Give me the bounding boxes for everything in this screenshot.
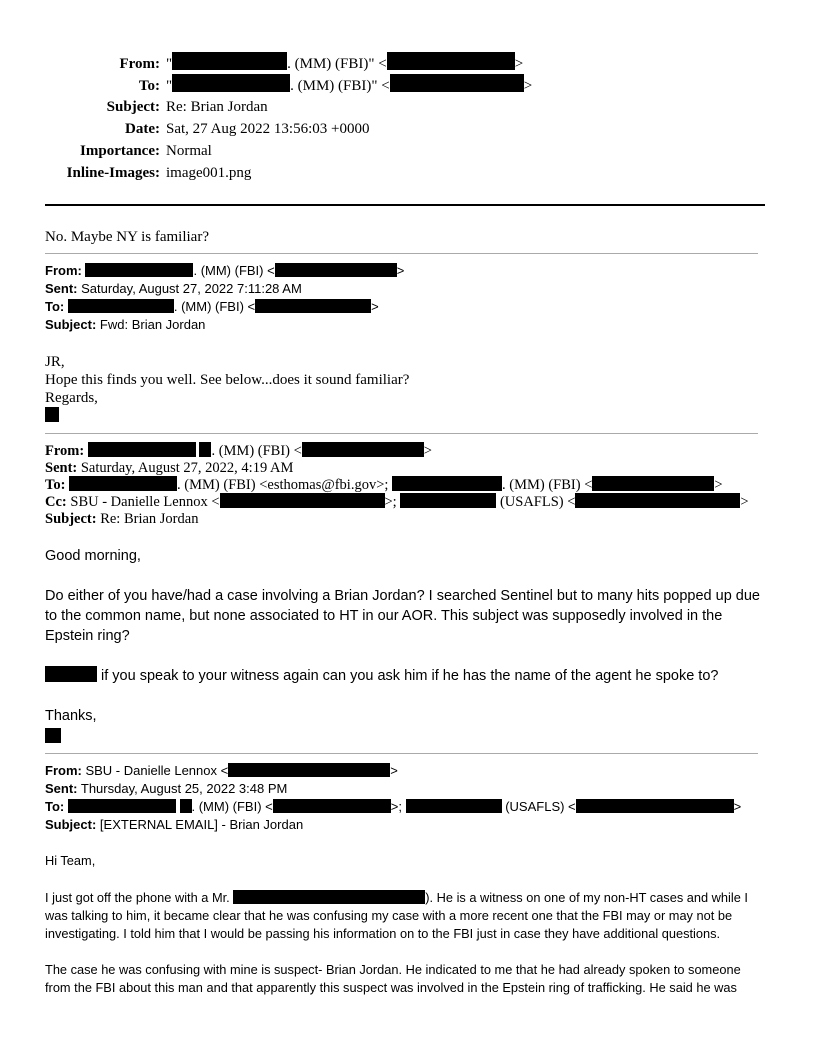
- redaction: [172, 74, 290, 92]
- msg1-from: From: . (MM) (FBI) < >: [45, 263, 405, 278]
- redaction: [220, 493, 385, 508]
- from-value: " . (MM) (FBI)" < >: [166, 56, 523, 72]
- redaction: [592, 476, 714, 491]
- message-divider: [45, 253, 758, 254]
- redaction: [180, 799, 192, 813]
- signature-redaction: [45, 728, 61, 743]
- msg2-greeting: Good morning,: [45, 548, 141, 564]
- redaction: [233, 890, 425, 904]
- msg3-subject: Subject: [EXTERNAL EMAIL] - Brian Jordan: [45, 817, 304, 832]
- header-inline-images-row: [0, 162, 816, 184]
- redaction: [392, 476, 502, 491]
- msg2-sent: Sent: Saturday, August 27, 2022, 4:19 AM: [45, 460, 294, 476]
- msg2-from: From: . (MM) (FBI) < >: [45, 443, 432, 459]
- redaction: [400, 493, 496, 508]
- redaction: [390, 74, 524, 92]
- header-from-row: [0, 52, 816, 75]
- from-label: From:: [119, 56, 160, 72]
- header-importance-row: [0, 140, 816, 162]
- redaction: [228, 763, 390, 777]
- redaction: [255, 299, 371, 313]
- msg2-body-line: Epstein ring?: [45, 628, 130, 644]
- redaction: [88, 442, 196, 457]
- redaction: [69, 476, 177, 491]
- msg1-body-line: Hope this finds you well. See below...does it sound familiar?: [45, 372, 410, 388]
- msg3-to: To: . (MM) (FBI) < >; (USAFLS) < >: [45, 799, 742, 814]
- msg1-subject: Subject: Fwd: Brian Jordan: [45, 317, 206, 332]
- date-value: Sat, 27 Aug 2022 13:56:03 +0000: [166, 121, 370, 137]
- redaction: [68, 799, 176, 813]
- msg2-body-line: to the common name, but none associated to HT in our AOR. This subject was supposedly involved in the: [45, 608, 723, 624]
- msg3-body-line: investigating. I told him that I would be passing his information on to the FBI just in case they have additional questions.: [45, 926, 721, 941]
- subject-label: Subject:: [106, 99, 160, 115]
- message-divider: [45, 433, 758, 434]
- msg2-cc: Cc: SBU - Danielle Lennox < >; (USAFLS) < >: [45, 494, 749, 510]
- msg3-body-line: The case he was confusing with mine is suspect- Brian Jordan. He indicated to me that he had already spoken to someone: [45, 962, 741, 977]
- redaction: [199, 442, 211, 457]
- header-to-row: [0, 74, 816, 97]
- redaction: [575, 493, 740, 508]
- redaction: [406, 799, 502, 813]
- date-label: Date:: [125, 121, 160, 137]
- header-date-row: [0, 118, 816, 140]
- msg3-from: From: SBU - Danielle Lennox < >: [45, 763, 398, 778]
- msg1-body-regards: Regards,: [45, 390, 98, 406]
- msg2-subject: Subject: Re: Brian Jordan: [45, 511, 199, 527]
- msg2-to: To: . (MM) (FBI) <esthomas@fbi.gov>; . (MM) (FBI) < >: [45, 477, 723, 493]
- redaction: [273, 799, 391, 813]
- msg3-sent: Sent: Thursday, August 25, 2022 3:48 PM: [45, 781, 288, 796]
- header-subject-row: [0, 96, 816, 118]
- redaction: [68, 299, 174, 313]
- msg2-thanks: Thanks,: [45, 708, 97, 724]
- inline-images-label: Inline-Images:: [66, 165, 160, 181]
- to-label: To:: [138, 78, 160, 94]
- subject-value: Re: Brian Jordan: [166, 99, 268, 115]
- redaction: [85, 263, 193, 277]
- importance-value: Normal: [166, 143, 212, 159]
- msg3-body-line: I just got off the phone with a Mr. ). He is a witness on one of my non-HT cases and while I: [45, 890, 748, 905]
- header-divider: [45, 204, 765, 206]
- reply-text: No. Maybe NY is familiar?: [45, 229, 209, 245]
- msg3-body-line: was talking to him, it became clear that he was confusing my case with a more recent one that the FBI may or may not be: [45, 908, 733, 923]
- redaction: [275, 263, 397, 277]
- msg1-sent: Sent: Saturday, August 27, 2022 7:11:28 AM: [45, 281, 302, 296]
- redaction: [302, 442, 424, 457]
- msg3-greeting: Hi Team,: [45, 853, 96, 868]
- msg2-body-question: if you speak to your witness again can you ask him if he has the name of the agent he spoke to?: [45, 666, 718, 686]
- redaction: [45, 666, 97, 682]
- msg1-to: To: . (MM) (FBI) < >: [45, 299, 379, 314]
- msg2-body-line: Do either of you have/had a case involving a Brian Jordan? I searched Sentinel but to many hits popped up due: [45, 588, 760, 604]
- msg3-body-line: from the FBI about this man and that apparently this suspect was involved in the Epstein ring of trafficking. He said he was: [45, 980, 737, 995]
- message-divider: [45, 753, 758, 754]
- to-value: " . (MM) (FBI)" < >: [166, 78, 532, 94]
- inline-images-value: image001.png: [166, 165, 252, 181]
- redaction: [387, 52, 515, 70]
- redaction: [576, 799, 734, 813]
- signature-redaction: [45, 407, 59, 422]
- redaction: [172, 52, 287, 70]
- importance-label: Importance:: [80, 143, 160, 159]
- msg1-body-salutation: JR,: [45, 354, 65, 370]
